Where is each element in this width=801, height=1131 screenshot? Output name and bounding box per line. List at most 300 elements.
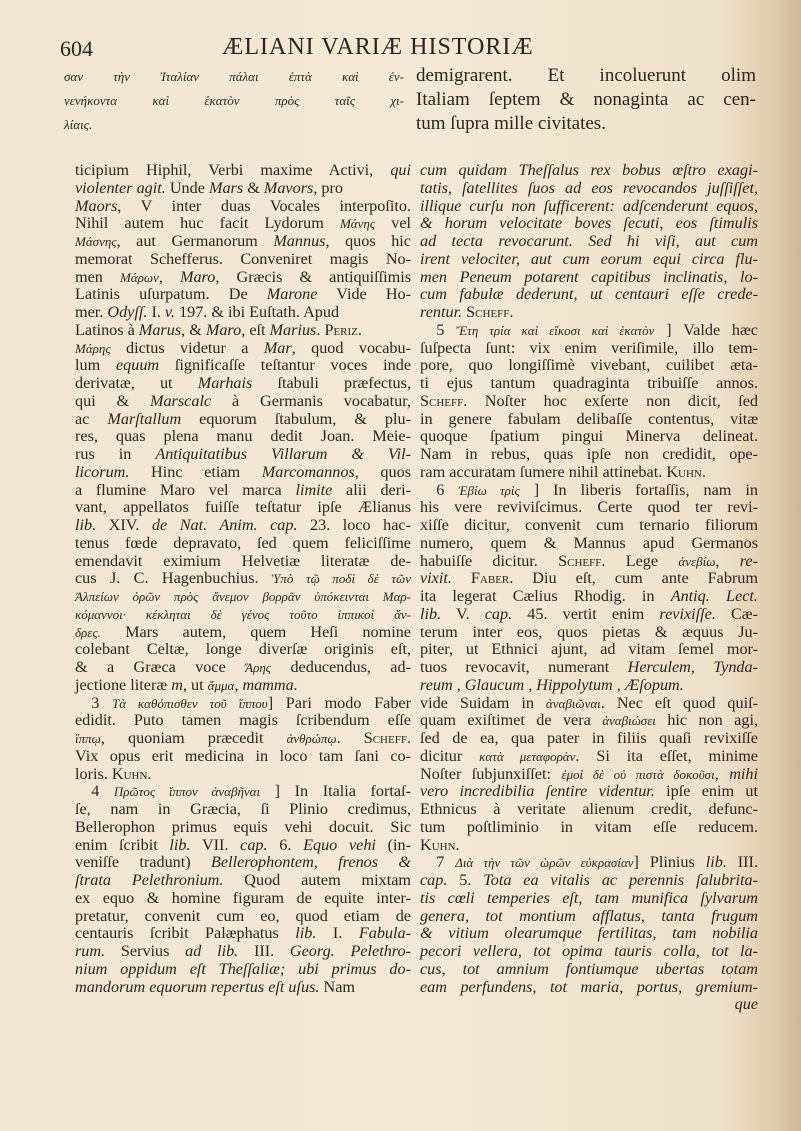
text-segment: res, quas plena manu dedit Joan. Meie-: [75, 427, 411, 446]
greek-phrase: ἀνθρώπῳ: [286, 731, 337, 746]
italic-phrase: Marhais: [197, 374, 253, 392]
text-segment: Quod autem mixtam: [223, 871, 412, 889]
italic-phrase: cum quidam Theſſalus rex bobus œſtro exagi-: [420, 161, 758, 179]
text-line: [416, 64, 756, 88]
text-line: [75, 730, 411, 748]
text-segment: à Germanis vocabatur,: [211, 391, 411, 410]
text-line: [420, 357, 758, 375]
italic-phrase: men Peneum potarent capitibus inclinatis, lo-: [420, 267, 758, 286]
text-line: [75, 535, 411, 553]
text-segment: 3: [75, 693, 112, 712]
text-segment: VII.: [190, 835, 241, 854]
author-abbreviation: Scheff.: [420, 391, 468, 410]
italic-phrase: limite: [295, 480, 333, 499]
text-segment: edidit. Puto tamen magis ſcribendum eſſe: [75, 711, 411, 730]
text-segment: quoque ſpatium pingui Minerva delineat.: [420, 427, 758, 446]
commentary-left-column: [75, 162, 411, 996]
text-segment: ſed de ea, qua pater in filiis quaſi revixiſſe: [420, 729, 758, 747]
text-segment: 5.: [447, 871, 484, 889]
greek-phrase: ἀναβιῶναι: [545, 695, 601, 711]
text-segment: loris.: [75, 764, 112, 783]
text-line: [420, 322, 758, 340]
greek-phrase: Μάρης: [75, 340, 111, 356]
text-segment: ram accuratam ſumere nihil attinebat.: [420, 462, 667, 481]
text-segment: qui &: [75, 391, 150, 410]
text-segment: alii deri-: [332, 480, 411, 499]
italic-phrase: Mavors: [263, 178, 314, 197]
greek-phrase: ἐμοὶ δὲ οὐ πιστὰ δοκοῦσι: [561, 766, 715, 782]
text-segment: Latinos à: [75, 320, 139, 339]
italic-phrase: & vitium olearumque fertilitas, tam nobilia: [420, 924, 758, 943]
text-line: [75, 695, 411, 713]
greek-phrase: Μάνης: [339, 216, 376, 232]
text-segment: 5: [420, 320, 457, 339]
italic-phrase: Marſtallum: [107, 409, 182, 428]
text-line: [420, 446, 758, 464]
text-line: [420, 925, 758, 943]
greek-phrase: Τὰ καθόπισθεν τοῦ ἵππου: [111, 695, 268, 711]
text-segment: I.: [147, 303, 165, 321]
italic-phrase: Antiquitatibus Villarum & Vil-: [155, 445, 411, 463]
italic-phrase: cus, tot amnium fontiumque ubertas totam: [420, 959, 758, 978]
text-segment: pretatur, convenit cum eo, quod etiam de: [75, 906, 411, 925]
text-segment: ipſe enim ut: [654, 782, 758, 801]
text-line: [420, 854, 758, 872]
italic-phrase: revixiſſe.: [659, 604, 716, 623]
text-line: [420, 517, 758, 535]
author-abbreviation: Kuhn.: [666, 462, 706, 481]
text-line: [75, 375, 411, 393]
text-segment: Ethnicus à veritate alienum credit, defunc-: [420, 800, 758, 818]
text-line: [75, 712, 411, 730]
text-segment: mer.: [75, 303, 108, 321]
text-segment: dicitur: [420, 746, 480, 765]
text-line: [75, 499, 411, 517]
italic-phrase: de Nat. Anim. cap.: [151, 516, 298, 534]
italic-phrase: violenter agit.: [75, 178, 166, 197]
text-segment: veniſſe tradunt): [75, 853, 211, 872]
text-segment: tuos revocavit, numerant: [420, 658, 628, 676]
text-line: [75, 304, 411, 322]
italic-phrase: reum , Glaucum , Hippolytum , Æſopum.: [420, 675, 684, 694]
text-segment: . Si ita eſſet, minime: [575, 746, 758, 765]
italic-phrase: Mars: [208, 178, 244, 197]
text-line: [420, 961, 758, 979]
text-segment: , ut: [182, 675, 208, 694]
text-line: [75, 925, 411, 943]
text-line: [420, 215, 758, 233]
greek-phrase: δρες.: [75, 624, 101, 640]
text-segment: ] Plinius: [633, 853, 706, 872]
text-segment: 197. & ibi Euſtath. Apud: [174, 303, 340, 321]
italic-phrase: & horum velocitate boves ſecuti, eos ſtimulis: [420, 214, 758, 233]
italic-phrase: Marcomannos: [261, 462, 355, 481]
latin-translation-top: [416, 64, 756, 136]
italic-phrase: Marus: [138, 320, 182, 339]
italic-phrase: qui: [390, 161, 411, 179]
text-line: [420, 801, 758, 819]
greek-phrase: Ἄρης: [245, 660, 272, 675]
text-line: [420, 304, 758, 322]
italic-phrase: tatis, ſatellites ſuos ad eos revocandos juſſiſſet,: [420, 178, 758, 197]
text-segment: , pro: [313, 178, 343, 197]
text-line: [420, 269, 758, 287]
text-segment: [452, 569, 471, 587]
text-line: [75, 677, 411, 695]
text-line: [420, 659, 758, 677]
text-line: [75, 943, 411, 961]
text-segment: Lege: [605, 551, 679, 570]
text-line: [420, 340, 758, 358]
author-abbreviation: Scheff.: [558, 551, 606, 570]
text-line: [75, 748, 411, 766]
italic-phrase: irent velociter, aut cum eorum equi circa flu-: [420, 249, 758, 268]
greek-text-top: [64, 64, 404, 136]
greek-phrase: Μάρων: [119, 269, 159, 285]
author-abbreviation: Kuhn.: [111, 764, 152, 783]
author-abbreviation: Kuhn.: [420, 835, 460, 854]
italic-phrase: equum: [115, 356, 160, 375]
text-segment: vel: [375, 214, 411, 233]
text-line: [75, 819, 411, 837]
text-segment: Vix opus erit medicina in loco tam ſani co-: [75, 746, 411, 765]
text-line: [420, 783, 758, 801]
text-line: [75, 269, 411, 287]
italic-phrase: Marone: [266, 285, 318, 304]
italic-phrase: ad lib.: [185, 942, 239, 960]
text-line: [420, 233, 758, 251]
text-line: [416, 88, 756, 112]
text-segment: vant, appellatos fuiſſe teſtatur ipſe Ælianus: [75, 498, 411, 517]
text-segment: &: [243, 178, 264, 197]
text-line: [64, 112, 404, 136]
text-line: [75, 393, 411, 411]
text-line: [75, 446, 411, 464]
text-line: [420, 393, 758, 411]
text-line: [75, 482, 411, 500]
italic-phrase: lib.: [295, 924, 317, 943]
text-line: [420, 286, 758, 304]
text-segment: .: [316, 320, 325, 339]
text-segment: Nam in rebus, quas ipſe non credidit, ope-: [420, 445, 758, 463]
text-segment: hic non agi,: [655, 711, 758, 730]
text-segment: ,: [715, 551, 740, 570]
italic-phrase: ſtrata Pelethronium.: [75, 871, 224, 889]
italic-phrase: mamma.: [242, 675, 298, 694]
text-line: [420, 606, 758, 624]
greek-phrase: Ἐβίω τρὶς: [458, 482, 520, 498]
italic-phrase: Antiq. Lect.: [670, 587, 758, 605]
text-segment: a flumine Maro vel marca: [75, 480, 296, 499]
text-segment: tum ſupra mille civitates.: [416, 113, 606, 134]
text-segment: cus J. C. Hagenbuchius.: [75, 569, 272, 588]
italic-phrase: nium oppidum eſt Theſſaliæ; ubi primus do-: [75, 959, 411, 978]
text-segment: III.: [238, 942, 290, 960]
text-segment: Hinc etiam: [129, 462, 262, 481]
text-segment: Unde: [165, 178, 209, 197]
text-line: [420, 730, 758, 748]
italic-phrase: pecori vellera, tot opima tauris colla, tot la-: [420, 942, 758, 960]
text-segment: ,: [714, 764, 730, 783]
text-line: [420, 712, 758, 730]
text-line: [420, 464, 758, 482]
text-line: [75, 570, 411, 588]
text-segment: 6.: [267, 835, 304, 854]
italic-phrase: Georg. Pelethro-: [289, 942, 411, 960]
text-segment: , quod vocabu-: [291, 338, 411, 357]
italic-phrase: mandorum equorum repertus eſt uſus.: [75, 977, 320, 996]
text-line: [75, 961, 411, 979]
text-segment: , V inter duas Vocales interpoſito.: [117, 196, 411, 215]
greek-phrase: Ἔτη τρία καὶ εἴκοσι καὶ ἑκατὸν: [456, 322, 655, 338]
text-line: [75, 198, 411, 216]
italic-phrase: lib.: [169, 835, 191, 854]
text-line: [75, 251, 411, 269]
running-title: ÆLIANI VARIÆ HISTORIÆ: [222, 34, 534, 60]
italic-phrase: vero incredibilia ſentire videntur.: [420, 782, 655, 801]
text-segment: 6: [420, 480, 459, 499]
text-segment: , Græcis & antiquiſſimis: [215, 267, 412, 286]
page-number: 604: [60, 36, 93, 61]
text-segment: , quoniam præcedit: [100, 729, 287, 747]
text-line: [75, 872, 411, 890]
italic-phrase: Bellerophontem, frenos &: [211, 853, 411, 872]
text-line: [75, 215, 411, 233]
text-line: [75, 162, 411, 180]
italic-phrase: licorum.: [75, 462, 130, 481]
italic-phrase: Mar: [263, 338, 292, 357]
text-segment: ] Valde hæc: [654, 320, 758, 339]
text-segment: rus in: [75, 445, 156, 463]
text-line: [420, 908, 758, 926]
text-line: [420, 641, 758, 659]
text-segment: men: [75, 267, 120, 286]
italic-phrase: illique curſu non ſufficerent: adſcenderunt equos,: [420, 196, 758, 215]
text-line: [64, 88, 404, 112]
italic-phrase: Mannus: [273, 232, 326, 250]
italic-phrase: re-: [739, 551, 758, 570]
text-line: [416, 112, 756, 136]
italic-phrase: Equo vehi: [303, 835, 376, 854]
text-line: [420, 996, 758, 1014]
italic-phrase: cap.: [420, 871, 448, 889]
italic-phrase: Marius: [269, 320, 317, 339]
text-segment: ticipium Hiphil, Verbi maxime Activi,: [75, 161, 391, 179]
text-line: [420, 375, 758, 393]
italic-phrase: Maro: [179, 267, 216, 286]
text-segment: Nihil autem huc facit Lydorum: [75, 214, 340, 233]
text-line: [420, 482, 758, 500]
text-line: [75, 553, 411, 571]
text-line: [75, 783, 411, 801]
text-segment: ac: [75, 409, 108, 428]
greek-phrase: Ὑπὸ τῷ ποδὶ δὲ τῶν: [271, 571, 412, 587]
italic-phrase: vixit.: [420, 569, 452, 588]
italic-phrase: cap.: [240, 835, 268, 854]
text-line: [75, 233, 411, 251]
text-segment: , quos: [354, 462, 411, 481]
italic-phrase: m: [171, 675, 183, 694]
text-segment: lum: [75, 356, 116, 375]
text-line: [75, 766, 411, 784]
text-segment: centauris ſcribit Palæphatus: [75, 924, 296, 943]
text-segment: ,: [158, 267, 180, 286]
text-line: [420, 979, 758, 997]
text-line: [420, 588, 758, 606]
text-line: [75, 588, 411, 606]
text-line: [420, 766, 758, 784]
text-line: [75, 837, 411, 855]
text-segment: 45. vertit enim: [512, 604, 660, 623]
italic-phrase: Marscalc: [149, 391, 212, 410]
text-segment: tenus fœde depravato, ſed quem feliciſſime: [75, 533, 411, 552]
author-abbreviation: Scheff.: [363, 729, 412, 747]
commentary-right-column: [420, 162, 758, 1014]
text-segment: terum inter eos, quos pietas & æquus Ju-: [420, 622, 758, 641]
text-line: [75, 890, 411, 908]
text-segment: equorum ſtabulum, & plu-: [181, 409, 411, 428]
text-line: [75, 659, 411, 677]
text-segment: emendavit eximium Helvetiæ literatæ de-: [75, 551, 411, 570]
text-segment: habuiſſe dicitur.: [420, 551, 559, 570]
author-abbreviation: Scheff.: [466, 303, 514, 321]
text-line: [75, 979, 411, 997]
italic-phrase: lib.: [75, 516, 97, 534]
greek-phrase: ἀναβιώσει: [602, 713, 656, 729]
text-segment: , aut Germanorum: [116, 232, 274, 250]
author-abbreviation: Faber.: [470, 569, 514, 588]
text-line: [64, 64, 404, 88]
greek-phrase: ἄμμα: [207, 677, 235, 693]
greek-phrase: Ἀλπείων ὀρῶν πρὸς ἄνεμον βορρᾶν ὑπόκεινται Μαρ-: [75, 589, 411, 604]
italic-phrase: tis cœli temperies eſt, tam munifica ſylvarum: [420, 888, 758, 907]
italic-phrase: Tota ea vitalis ac perennis ſalubrita-: [483, 871, 758, 889]
text-segment: Bellerophon primus equis vehi docuit. Sic: [75, 817, 411, 836]
text-segment: ſtabuli præfectus,: [252, 374, 411, 392]
text-segment: Diu eſt, cum ante Fabrum: [513, 569, 758, 588]
greek-phrase: Μάσνης: [75, 234, 117, 249]
text-line: [75, 322, 411, 340]
text-line: [75, 464, 411, 482]
text-line: [420, 570, 758, 588]
text-segment: ſuſpecta ſunt: vix enim veriſimile, illo tem-: [420, 338, 758, 357]
text-line: [420, 624, 758, 642]
text-segment: (in-: [375, 835, 411, 854]
text-segment: Vide Ho-: [317, 285, 411, 304]
text-segment: Nam: [319, 977, 355, 996]
italic-phrase: rum.: [75, 942, 106, 960]
text-line: [75, 624, 411, 642]
text-line: [75, 908, 411, 926]
text-segment: quam exiſtimet de vera: [420, 711, 603, 730]
italic-phrase: mihi: [729, 764, 758, 783]
text-segment: Mars autem, quem Heſi nomine: [100, 622, 411, 641]
text-segment: deducendus, ad-: [271, 658, 411, 676]
text-segment: ſignificaſſe teſtantur voces inde: [159, 356, 412, 375]
text-segment: ſe, nam in Græcia, ſi Plinio credimus,: [75, 800, 411, 818]
text-segment: , &: [181, 320, 206, 339]
text-segment: piter, ut Ethnici ajunt, ad vitam ſemel mor-: [420, 640, 758, 659]
text-line: [420, 819, 758, 837]
text-segment: derivatæ, ut: [75, 374, 198, 392]
text-line: [420, 837, 758, 855]
text-line: [75, 411, 411, 429]
text-segment: ] In Italia fortaſ-: [260, 782, 411, 801]
text-segment: Latinis uſurpatum. De: [75, 285, 267, 304]
text-line: [420, 890, 758, 908]
text-line: [420, 411, 758, 429]
italic-phrase: Odyſſ.: [107, 303, 148, 321]
greek-phrase: Πρῶτος ἵππον ἀναβῆναι: [113, 784, 261, 800]
text-line: [75, 641, 411, 659]
greek-phrase: ἵππῳ: [75, 731, 101, 746]
text-segment: ita legerat Cælius Rhodig. in: [420, 587, 671, 605]
italic-phrase: ad tecta revocarunt. Sed hi viſi, aut cum: [420, 232, 758, 250]
text-segment: I.: [316, 924, 359, 943]
text-segment: ex equo & homine figuram de equite inter-: [75, 888, 411, 907]
text-segment: V.: [441, 604, 485, 623]
text-segment: Noſter ſubjunxiſſet:: [420, 764, 562, 783]
text-segment: 4: [75, 782, 114, 801]
text-segment: Noſter hoc exſerte non dicit, ſed: [467, 391, 758, 410]
greek-phrase: νενήκοντα καὶ ἑκατὸν πρὸς ταῖς χι-: [64, 93, 404, 108]
text-segment: ] Pari modo Faber: [267, 693, 411, 712]
text-segment: pore, quo longiſſimè vivebant, cuilibet æta-: [420, 356, 758, 375]
text-segment: , eſt: [241, 320, 270, 339]
text-line: [420, 553, 758, 571]
text-segment: in genere fabulam delibaſſe contentus, vitæ: [420, 409, 758, 428]
text-segment: .: [336, 729, 364, 747]
text-segment: memorat Schefferus. Conveniret magis No-: [75, 249, 411, 268]
greek-phrase: κατὰ μεταφορὰν: [479, 748, 576, 764]
text-segment: xiſſe dicitur, convenit cum ternario filiorum: [420, 516, 758, 534]
italic-phrase: cap.: [484, 604, 513, 623]
italic-phrase: cum fabulæ dederunt, ut centauri eſſe crede-: [420, 285, 758, 304]
text-segment: colebant Celtæ, longe diverſæ originis eſt,: [75, 640, 411, 659]
text-line: [420, 872, 758, 890]
text-segment: vide Suidam in: [420, 693, 546, 712]
italic-phrase: Herculem, Tynda-: [627, 658, 758, 676]
italic-phrase: lib.: [420, 604, 442, 623]
text-segment: numero, quem & Mannus apud Germanos: [420, 533, 758, 552]
text-segment: 23. loco hac-: [297, 516, 411, 534]
italic-phrase: genera, tot montium afflatus, tanta frugum: [420, 906, 758, 925]
text-segment: , quos hic: [325, 232, 411, 250]
text-segment: ] In liberis fortaſſis, nam in: [519, 480, 758, 499]
text-line: [420, 251, 758, 269]
text-segment: ,: [234, 675, 243, 694]
greek-phrase: ἀνεβίω: [678, 553, 716, 569]
greek-phrase: λίαις.: [64, 117, 93, 132]
text-segment: his vere reviviſcimus. Certe quod ter revi-: [420, 498, 758, 517]
text-segment: Cæ-: [715, 604, 758, 623]
italic-phrase: Maors: [75, 196, 118, 215]
text-segment: 7: [420, 853, 456, 872]
text-line: [420, 162, 758, 180]
text-segment: . Nec eſt quod quiſ-: [600, 693, 758, 712]
text-line: [75, 340, 411, 358]
text-segment: demigrarent. Et incoluerunt olim: [416, 65, 756, 86]
text-segment: jectione literæ: [75, 675, 172, 694]
author-abbreviation: Periz.: [324, 320, 362, 339]
text-line: [75, 606, 411, 624]
text-line: [75, 180, 411, 198]
text-line: [75, 428, 411, 446]
italic-phrase: rentur.: [420, 303, 463, 321]
text-line: [75, 517, 411, 535]
text-line: [420, 695, 758, 713]
text-line: [420, 499, 758, 517]
